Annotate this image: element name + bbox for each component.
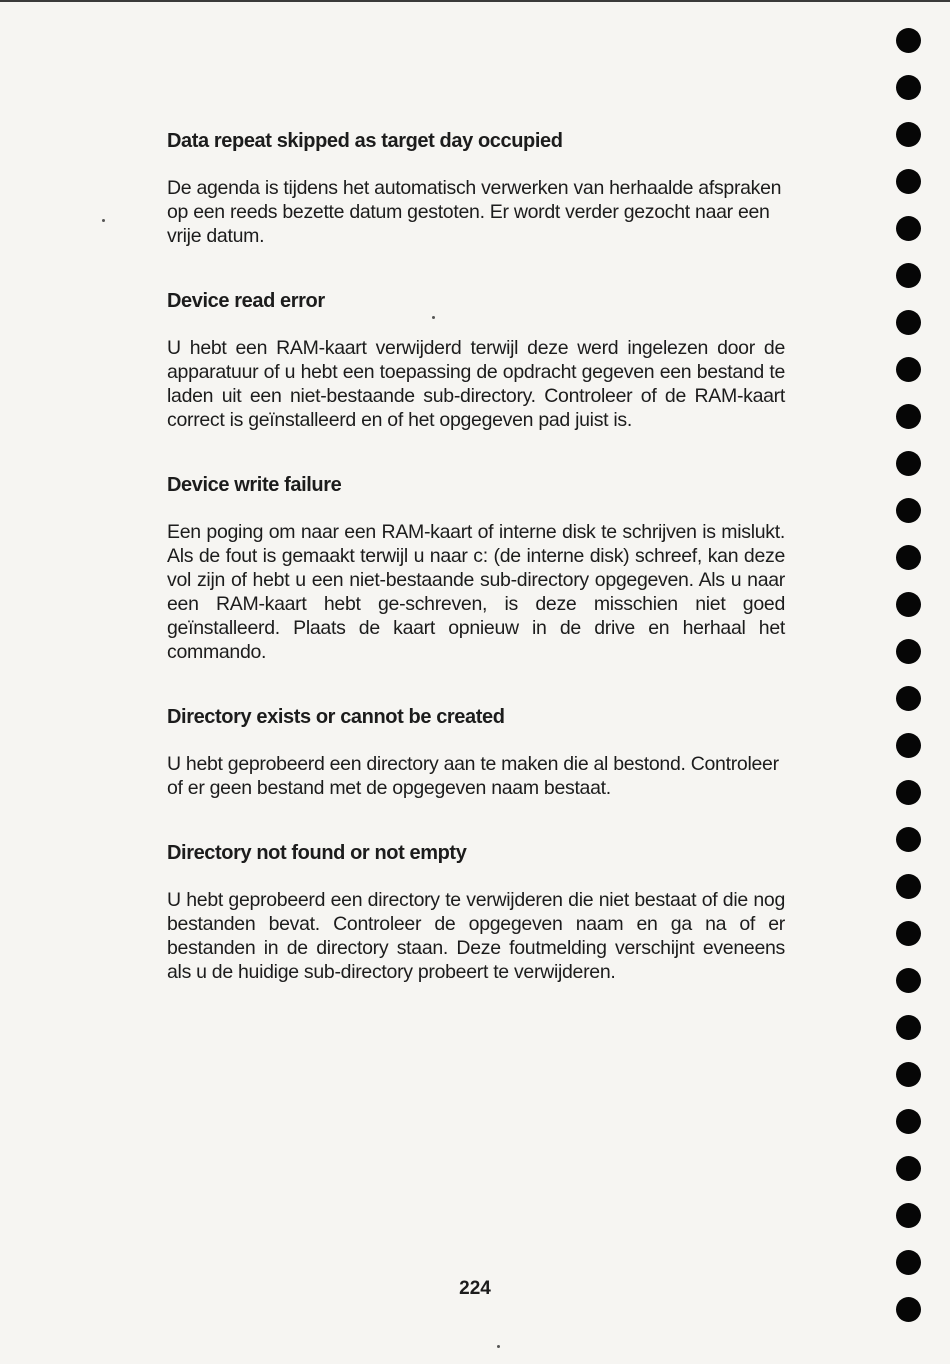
entry-directory-exists xyxy=(167,704,785,800)
punch-hole xyxy=(896,639,921,664)
punch-hole xyxy=(896,545,921,570)
punch-hole xyxy=(896,310,921,335)
binder-punch-holes xyxy=(896,28,922,1348)
entry-title: Data repeat skipped as target day occupied xyxy=(167,130,563,152)
entry-body: Een poging om naar een RAM-kaart of interne disk te schrijven is mislukt. Als de fout is gemaakt terwijl u naar c: (de interne disk) schreef, kan deze vol zijn of hebt u een niet-bestaande sub-directory opgegeven. Als u naar een RAM-kaart hebt ge-schreven, is deze misschien niet goed geïnstalleerd. Plaats de kaart opnieuw in de drive en herhaal het commando. xyxy=(167,521,785,663)
punch-hole xyxy=(896,827,921,852)
punch-hole xyxy=(896,1250,921,1275)
punch-hole xyxy=(896,1015,921,1040)
entry-device-write-failure xyxy=(167,472,785,664)
entry-title: Directory exists or cannot be created xyxy=(167,706,505,728)
punch-hole xyxy=(896,404,921,429)
punch-hole xyxy=(896,592,921,617)
punch-hole xyxy=(896,1109,921,1134)
punch-hole xyxy=(896,686,921,711)
print-speck xyxy=(432,316,435,319)
entry-directory-not-found xyxy=(167,840,785,984)
punch-hole xyxy=(896,733,921,758)
punch-hole xyxy=(896,1156,921,1181)
entry-device-read-error xyxy=(167,288,785,432)
punch-hole xyxy=(896,357,921,382)
entry-data-repeat-skipped xyxy=(167,128,785,248)
punch-hole xyxy=(896,1297,921,1322)
entry-title: Device write failure xyxy=(167,474,342,496)
punch-hole xyxy=(896,968,921,993)
punch-hole xyxy=(896,498,921,523)
punch-hole xyxy=(896,921,921,946)
punch-hole xyxy=(896,451,921,476)
page-top-edge xyxy=(0,0,950,2)
punch-hole xyxy=(896,780,921,805)
punch-hole xyxy=(896,263,921,288)
entry-title: Directory not found or not empty xyxy=(167,842,467,864)
entry-body: U hebt geprobeerd een directory aan te maken die al bestond. Controleer of er geen bestand met de opgegeven naam bestaat. xyxy=(167,753,779,799)
punch-hole xyxy=(896,75,921,100)
entry-title: Device read error xyxy=(167,290,325,312)
punch-hole xyxy=(896,1203,921,1228)
punch-hole xyxy=(896,874,921,899)
error-message-list xyxy=(167,128,785,1024)
entry-body: U hebt geprobeerd een directory te verwijderen die niet bestaat of die nog bestanden bevat. Controleer de opgegeven naam en ga na of er bestanden in de directory staan. Deze foutmelding verschijnt eveneens als u de huidige sub-directory probeert te verwijderen. xyxy=(167,889,785,983)
punch-hole xyxy=(896,169,921,194)
print-speck xyxy=(102,219,105,222)
entry-body: De agenda is tijdens het automatisch verwerken van herhaalde afspraken op een reeds bezette datum gestoten. Er wordt verder gezocht naar een vrije datum. xyxy=(167,177,782,247)
punch-hole xyxy=(896,216,921,241)
entry-body: U hebt een RAM-kaart verwijderd terwijl deze werd ingelezen door de apparatuur of u hebt een toepassing de opdracht gegeven een bestand te laden uit een niet-bestaande sub-directory. Controleer of de RAM-kaart correct is geïnstalleerd en of het opgegeven pad juist is. xyxy=(167,337,785,431)
punch-hole xyxy=(896,28,921,53)
print-speck xyxy=(497,1345,500,1348)
punch-hole xyxy=(896,1062,921,1087)
page-number: 224 xyxy=(459,1278,491,1299)
punch-hole xyxy=(896,122,921,147)
